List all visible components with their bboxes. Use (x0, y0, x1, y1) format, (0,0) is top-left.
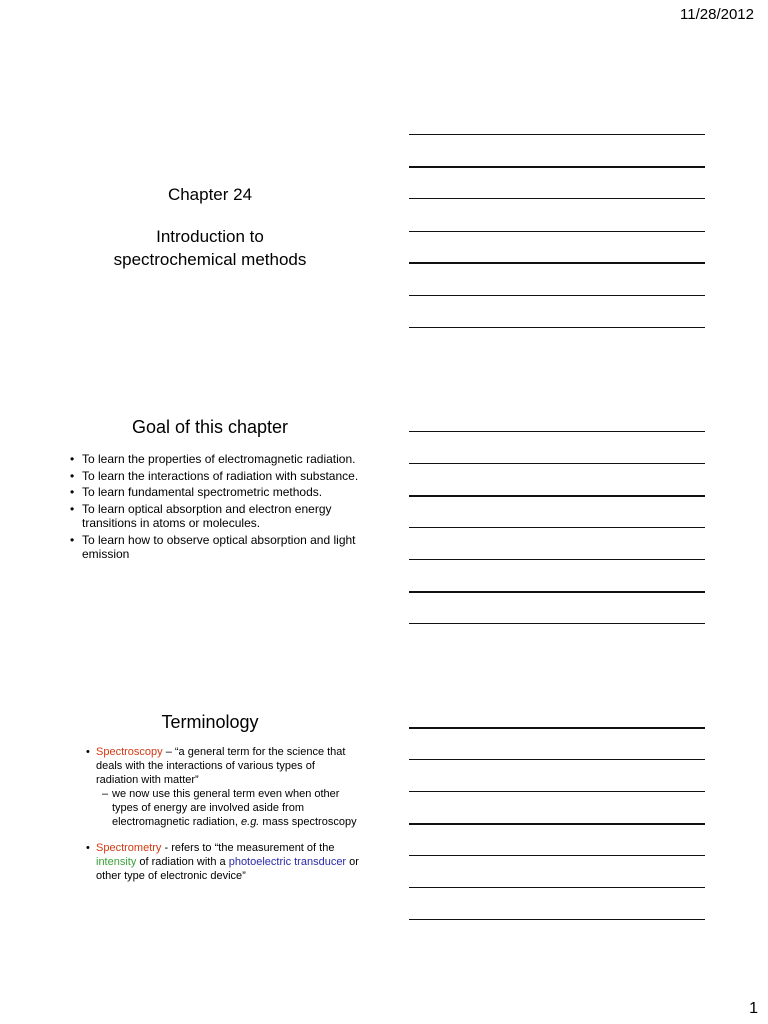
term-spectroscopy (86, 745, 360, 829)
note-line (409, 431, 705, 432)
print-date: 11/28/2012 (680, 6, 754, 23)
goal-item: • To learn the interactions of radiation with substance. (70, 469, 360, 484)
term-photoelectric-transducer: photoelectric transducer (228, 856, 347, 868)
term-definition-part2: of radiation with a (136, 856, 229, 868)
note-line (409, 134, 705, 135)
chapter-subtitle-line1: Introduction to (156, 227, 264, 246)
note-line (409, 919, 705, 920)
chapter-title: Chapter 24 (167, 185, 253, 204)
note-line (409, 262, 705, 264)
note-line (409, 295, 705, 296)
term-word: Spectroscopy (96, 746, 163, 758)
term-definition: – “a general term for the science that deals with the interactions of various types of radiation with matter” (96, 746, 346, 786)
slide-chapter-title (60, 185, 360, 271)
goal-item: • To learn fundamental spectrometric methods. (70, 485, 360, 500)
goal-item: • To learn optical absorption and electron energy transitions in atoms or molecules. (70, 502, 360, 531)
subitem-eg: e.g. (241, 816, 260, 828)
term-definition-part3: or other type of electronic device” (96, 856, 359, 882)
slide-terminology (60, 712, 360, 883)
note-line (409, 623, 705, 624)
subitem-end: mass spectroscopy (259, 816, 357, 828)
term-subitem (102, 787, 360, 829)
note-line (409, 791, 705, 792)
note-line (409, 855, 705, 856)
note-line (409, 887, 705, 888)
term-spectrometry (86, 841, 360, 883)
slide-goals (60, 417, 360, 564)
goals-list (60, 452, 360, 562)
note-line (409, 495, 705, 497)
note-line (409, 591, 705, 593)
goals-title: Goal of this chapter (131, 417, 289, 437)
note-line (409, 759, 705, 760)
note-line (409, 198, 705, 199)
note-line (409, 727, 705, 729)
term-intensity: intensity (96, 856, 137, 868)
goal-item: • To learn the properties of electromagnetic radiation. (70, 452, 360, 467)
note-line (409, 166, 705, 168)
chapter-subtitle-line2: spectrochemical methods (113, 250, 307, 269)
term-word: Spectrometry (96, 842, 162, 854)
terminology-title: Terminology (161, 712, 259, 732)
note-line (409, 463, 705, 464)
note-line (409, 327, 705, 328)
term-definition-part1: - refers to “the measurement of the (161, 842, 335, 854)
note-line (409, 823, 705, 825)
subitem-text: we now use this general term even when other types of energy are involved aside from electromagnetic radiation, (112, 788, 340, 828)
page-number: 1 (749, 1000, 758, 1017)
note-line (409, 559, 705, 560)
terms-list (60, 745, 360, 883)
term-sublist (96, 787, 360, 829)
goal-item: • To learn how to observe optical absorption and light emission (70, 533, 360, 562)
note-line (409, 527, 705, 528)
note-line (409, 231, 705, 232)
